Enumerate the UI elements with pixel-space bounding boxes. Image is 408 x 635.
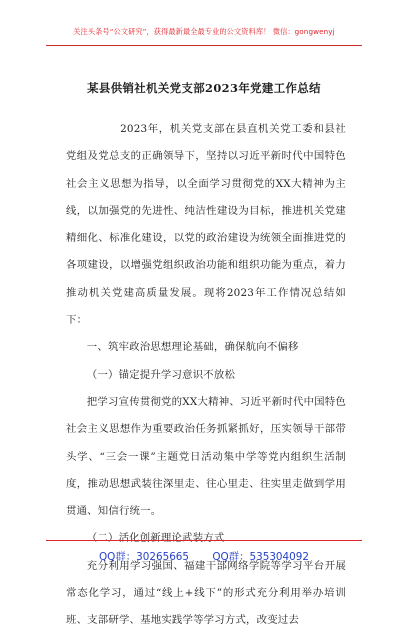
qq-group-2: QQ群：535304092 — [212, 551, 309, 563]
subsection-heading-2: （二）活化创新理论武装方式 — [86, 532, 225, 545]
qq-group-1: QQ群：30265665 — [99, 551, 190, 563]
subsection-paragraph-2: 充分利用学习强国、福建干部网络学院等学习平台开展常态化学习，通过“线上+线下”的形式充分利用举办培训班、支部研学、基地实践学等学习方式，改变过去 — [66, 559, 346, 627]
subsection-heading-1: （一）锚定提升学习意识不放松 — [86, 368, 236, 381]
section-heading-1: 一、筑牢政治思想理论基础，确保航向不偏移 — [86, 341, 299, 354]
document-title: 某县供销社机关党支部2023年党建工作总结 — [87, 81, 321, 95]
footer-divider — [46, 540, 362, 541]
intro-paragraph: 2023年，机关党支部在县直机关党工委和县社党组及党总支的正确领导下，坚持以习近平新时代中国特色社会主义思想为指导，以全面学习贯彻党的XX大精神为主线，以加强党的先进性、纯洁性建设为目标，推进机关党建精细化、标准化建设，以党的政治建设为统领全面推进党的各项建设，以增强党组织政治功能和组织功能为重点，着力推动机关党建高质量发展。现将2023年工作情况总结如下： — [66, 123, 346, 327]
promo-banner: 关注头条号“公文研究”，获得最新最全最专业的公文资料库！ 微信：gongwenyj — [73, 27, 335, 36]
header-divider — [46, 45, 362, 46]
footer-contact — [48, 548, 360, 563]
subsection-paragraph-1: 把学习宣传贯彻党的XX大精神、习近平新时代中国特色社会主义思想作为重要政治任务抓紧抓好，压实领导干部带头学、“三会一课”主题党日活动集中学等党内组织生活制度，推动思想武装往深里走、往心里走、往实里走做到学用贯通、知信行统一。 — [66, 395, 346, 518]
